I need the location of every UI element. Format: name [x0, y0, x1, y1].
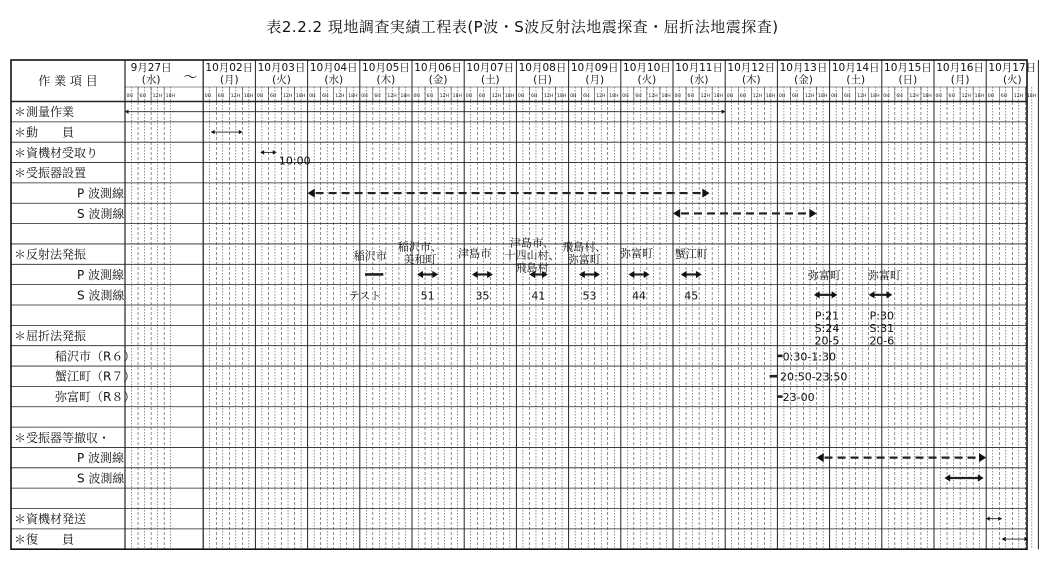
day-date: 10月05日: [362, 62, 410, 74]
hour-label: 6H: [739, 94, 747, 99]
day-weekday: (木): [741, 74, 761, 86]
day-weekday: (火): [637, 74, 657, 86]
hour-label: 6H: [791, 94, 799, 99]
hour-label: 6H: [687, 94, 694, 99]
arrow-head: [722, 109, 726, 113]
row-label: ＊受振器設置: [14, 166, 87, 181]
hour-label: 0H: [726, 94, 734, 99]
arrow-head: [978, 474, 984, 481]
day-date: 10月12日: [727, 62, 776, 74]
hour-label: 18H: [870, 94, 880, 99]
day-weekday: (金): [794, 74, 813, 86]
annotation-text: 45: [684, 289, 699, 303]
hour-label: 6H: [139, 94, 146, 99]
annotation-text: P:30: [869, 309, 894, 323]
day-date: 10月04日: [309, 62, 358, 74]
row-label: ＊反射法発振: [14, 247, 87, 262]
arrow-head: [261, 150, 265, 154]
arrow-head: [696, 271, 702, 278]
hour-label: 12H: [596, 94, 606, 99]
arrow-head: [211, 130, 215, 134]
hour-label: 0H: [674, 94, 681, 99]
day-weekday: (月): [585, 74, 605, 86]
hour-label: 12H: [544, 94, 554, 99]
day-weekday: (水): [324, 74, 344, 86]
annotation-text: 41: [531, 289, 546, 303]
annotation-text: 35: [475, 289, 490, 303]
hour-label: 0H: [935, 94, 942, 99]
annotation-text: 十四山村、: [504, 248, 560, 262]
hour-label: 18H: [348, 94, 358, 99]
arrow-head: [273, 150, 277, 154]
arrow-head: [239, 130, 243, 134]
annotation-text: P:21: [814, 309, 840, 323]
day-date: 10月10日: [623, 62, 671, 74]
hour-label: 0H: [778, 94, 786, 99]
day-weekday: (土): [846, 74, 866, 86]
row-label: ＊資機材受取り: [14, 145, 99, 160]
annotation-text: 稲沢市: [353, 249, 387, 263]
annotation-text: 20-6: [869, 334, 895, 348]
annotation-text: 51: [420, 289, 435, 303]
arrow-head: [1002, 537, 1006, 541]
hour-label: 0H: [570, 94, 577, 99]
annotation-text: 弥富町: [867, 268, 901, 282]
hour-label: 12H: [752, 94, 763, 99]
row-label: P 波測線: [77, 267, 125, 282]
annotation-text: 飛島村、: [562, 240, 607, 254]
hour-label: 18H: [818, 94, 828, 99]
hour-label: 6H: [426, 94, 433, 99]
annotation-text: 美和町: [403, 252, 437, 266]
hour-label: 6H: [1000, 94, 1008, 99]
day-weekday: (火): [272, 74, 291, 86]
hour-label: 6H: [583, 94, 590, 99]
day-weekday: (火): [1002, 74, 1022, 86]
page-title: 表2.2.2 現地調査実績工程表(P波・S波反射法地震探査・屈折法地震探査): [266, 18, 779, 36]
arrow-head: [629, 271, 635, 278]
day-date: 10月17日: [988, 62, 1037, 74]
row-label: ＊資機材発送: [14, 512, 87, 527]
day-weekday: (土): [480, 74, 500, 86]
arrow-head: [308, 189, 315, 198]
hour-label: 6H: [948, 94, 955, 99]
hour-label: 0H: [517, 94, 525, 99]
hour-label: 6H: [530, 94, 538, 99]
hour-label: 12H: [857, 94, 867, 99]
row-label: P 波測線: [77, 186, 125, 201]
arrow-head: [673, 209, 680, 218]
annotation-text: 弥富町: [619, 247, 653, 261]
arrow-head: [986, 516, 990, 520]
day-weekday: (月): [219, 74, 239, 86]
hour-label: 12H: [230, 94, 241, 99]
row-label: ＊屈折法発振: [14, 329, 87, 344]
hour-label: 12H: [439, 94, 449, 99]
hour-label: 0H: [204, 94, 212, 99]
hour-label: 18H: [1026, 94, 1037, 99]
annotation-text: 飛島村: [515, 261, 549, 275]
hour-label: 12H: [648, 94, 658, 99]
hour-label: 18H: [557, 94, 567, 99]
hour-label: 12H: [152, 94, 162, 99]
arrow-head: [944, 474, 950, 481]
annotation-text: 津島市: [458, 247, 492, 261]
arrow-head: [702, 189, 709, 198]
day-date: 10月06日: [414, 62, 462, 74]
day-date: 10月07日: [466, 62, 515, 74]
day-date: 10月15日: [884, 62, 932, 74]
day-weekday: (月): [950, 74, 970, 86]
annotation-text: 稲沢市、: [397, 240, 442, 254]
day-date: 10月13日: [779, 62, 828, 74]
row-label: ＊測量作業: [14, 105, 75, 120]
annotation-text: S:31: [869, 322, 895, 336]
annotation-text: S:24: [814, 322, 840, 336]
row-label: ＊復 員: [14, 532, 75, 547]
day-date: 10月03日: [257, 62, 306, 74]
annotation-text: 10:00: [278, 154, 311, 168]
annotation-text: 津島市、: [510, 236, 555, 250]
hour-label: 0H: [413, 94, 420, 99]
hour-label: 12H: [491, 94, 502, 99]
hour-label: 0H: [361, 94, 368, 99]
hour-label: 0H: [622, 94, 629, 99]
row-label: 稲沢市（R６）: [55, 349, 136, 364]
hour-label: 6H: [217, 94, 225, 99]
hour-label: 6H: [896, 94, 903, 99]
day-date: 10月16日: [936, 62, 984, 74]
hour-label: 18H: [296, 94, 306, 99]
hour-label: 18H: [609, 94, 619, 99]
row-label: ＊受振器等撤収・: [14, 430, 111, 445]
annotation-text: 20:50-23:50: [780, 370, 848, 384]
day-weekday: (日): [533, 74, 552, 86]
hour-label: 12H: [387, 94, 397, 99]
hour-label: 12H: [283, 94, 293, 99]
header-label: 作 業 項 目: [38, 74, 98, 88]
annotation-text: テスト: [348, 289, 382, 303]
hour-label: 0H: [987, 94, 995, 99]
day-date: 10月09日: [570, 62, 619, 74]
hour-label: 0H: [831, 94, 838, 99]
day-weekday: (金): [428, 74, 448, 86]
arrow-head: [681, 271, 687, 278]
arrow-head: [417, 271, 423, 278]
arrow-head: [579, 271, 585, 278]
day-weekday: (日): [898, 74, 918, 86]
hour-label: 6H: [635, 94, 642, 99]
hour-label: 18H: [661, 94, 671, 99]
arrow-head: [432, 271, 438, 278]
arrow-head: [817, 453, 824, 462]
hour-label: 18H: [452, 94, 462, 99]
hour-label: 0H: [256, 94, 264, 99]
hour-label: 18H: [713, 94, 723, 99]
arrow-head: [886, 291, 892, 298]
annotation-text: 23-00: [782, 391, 815, 405]
annotation-text: 53: [582, 289, 597, 303]
hour-label: 0H: [883, 94, 890, 99]
arrow-head: [809, 209, 816, 218]
row-label: S 波測線: [77, 471, 125, 486]
arrow-head: [869, 291, 875, 298]
annotation-text: 44: [632, 289, 647, 303]
hour-label: 12H: [909, 94, 919, 99]
hour-label: 6H: [478, 94, 486, 99]
day-weekday: (水): [689, 74, 709, 86]
arrow-head: [594, 271, 600, 278]
row-label: 蟹江町（R７）: [55, 369, 136, 384]
day-date: 9月27日: [130, 62, 172, 74]
row-label: ＊動 員: [14, 125, 75, 140]
day-date: 10月14日: [831, 62, 880, 74]
day-date: 10月08日: [518, 62, 567, 74]
arrow-head: [472, 271, 478, 278]
hour-label: 18H: [400, 94, 410, 99]
row-label: 弥富町（R８）: [55, 390, 136, 405]
hour-label: 6H: [844, 94, 851, 99]
hour-label: 18H: [765, 94, 776, 99]
arrow-head: [644, 271, 650, 278]
hour-label: 6H: [269, 94, 277, 99]
day-weekday: (水): [141, 74, 161, 86]
arrow-head: [832, 291, 838, 298]
row-label: S 波測線: [77, 206, 125, 221]
hour-label: 18H: [504, 94, 515, 99]
hour-label: 12H: [961, 94, 971, 99]
annotation-text: 20-5: [814, 334, 840, 348]
hour-label: 6H: [322, 94, 329, 99]
arrow-head: [979, 453, 986, 462]
row-label: S 波測線: [77, 288, 125, 303]
hour-label: 18H: [165, 94, 175, 99]
hour-label: 0H: [465, 94, 473, 99]
annotation-text: 弥富町: [807, 268, 841, 282]
hour-label: 12H: [805, 94, 815, 99]
tilde-mark: 〜: [183, 70, 198, 86]
annotation-text: 蟹江町: [674, 247, 708, 261]
annotation-text: 0:30-1:30: [782, 350, 836, 364]
hour-label: 12H: [700, 94, 710, 99]
row-label: P 波測線: [77, 451, 125, 466]
hour-label: 12H: [1013, 94, 1024, 99]
arrow-head: [814, 291, 820, 298]
hour-label: 0H: [126, 94, 133, 99]
hour-label: 18H: [243, 94, 254, 99]
annotation-text: 弥富町: [567, 252, 601, 266]
hour-label: 12H: [335, 94, 345, 99]
day-date: 10月02日: [205, 62, 254, 74]
arrow-head: [487, 271, 493, 278]
hour-label: 18H: [922, 94, 932, 99]
arrow-head: [998, 516, 1002, 520]
day-weekday: (木): [376, 74, 396, 86]
hour-label: 18H: [974, 94, 984, 99]
hour-label: 6H: [374, 94, 381, 99]
hour-label: 0H: [309, 94, 316, 99]
day-date: 10月11日: [675, 62, 723, 74]
